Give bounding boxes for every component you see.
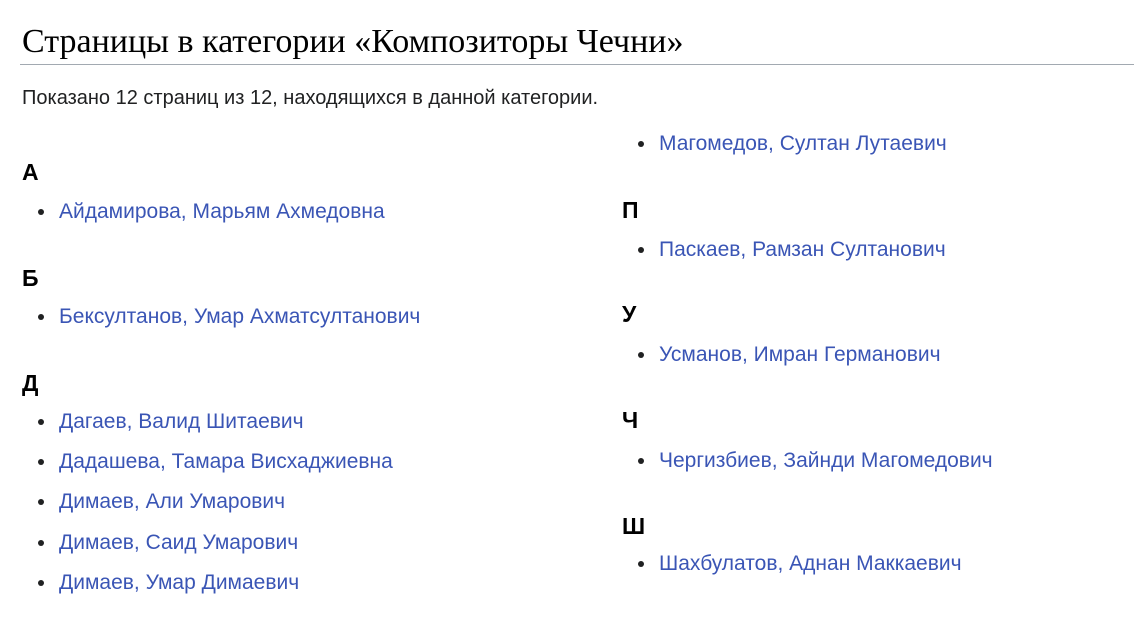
page-link[interactable]: Айдамирова, Марьям Ахмедовна xyxy=(59,200,385,223)
group-heading-d: Д xyxy=(22,370,39,396)
bullet-icon xyxy=(38,580,44,586)
bullet-icon xyxy=(38,459,44,465)
bullet-icon xyxy=(38,499,44,505)
page-link[interactable]: Шахбулатов, Аднан Маккаевич xyxy=(659,552,962,575)
category-summary: Показано 12 страниц из 12, находящихся в данной категории. xyxy=(22,87,599,109)
page-link[interactable]: Бексултанов, Умар Ахматсултанович xyxy=(59,305,421,328)
title-divider xyxy=(20,64,1134,65)
group-heading-p: П xyxy=(622,197,639,223)
page-link[interactable]: Чергизбиев, Зайнди Магомедович xyxy=(659,449,993,472)
page-link[interactable]: Дагаев, Валид Шитаевич xyxy=(59,410,304,433)
bullet-icon xyxy=(638,352,644,358)
bullet-icon xyxy=(38,419,44,425)
page-link[interactable]: Усманов, Имран Германович xyxy=(659,343,941,366)
group-heading-sh: Ш xyxy=(622,513,646,539)
page-link[interactable]: Дадашева, Тамара Висхаджиевна xyxy=(59,450,393,473)
bullet-icon xyxy=(638,247,644,253)
page-link[interactable]: Паскаев, Рамзан Султанович xyxy=(659,238,946,261)
page-link[interactable]: Димаев, Саид Умарович xyxy=(59,531,299,554)
bullet-icon xyxy=(38,314,44,320)
group-heading-ch: Ч xyxy=(622,407,639,433)
bullet-icon xyxy=(38,209,44,215)
bullet-icon xyxy=(638,561,644,567)
group-heading-u: У xyxy=(622,301,637,327)
group-heading-b: Б xyxy=(22,265,39,291)
bullet-icon xyxy=(38,540,44,546)
page-link[interactable]: Магомедов, Султан Лутаевич xyxy=(659,132,947,155)
bullet-icon xyxy=(638,458,644,464)
page-link[interactable]: Димаев, Умар Димаевич xyxy=(59,571,300,594)
group-heading-a: А xyxy=(22,159,39,185)
bullet-icon xyxy=(638,141,644,147)
page-title: Страницы в категории «Композиторы Чечни» xyxy=(22,23,684,60)
page-link[interactable]: Димаев, Али Умарович xyxy=(59,490,286,513)
